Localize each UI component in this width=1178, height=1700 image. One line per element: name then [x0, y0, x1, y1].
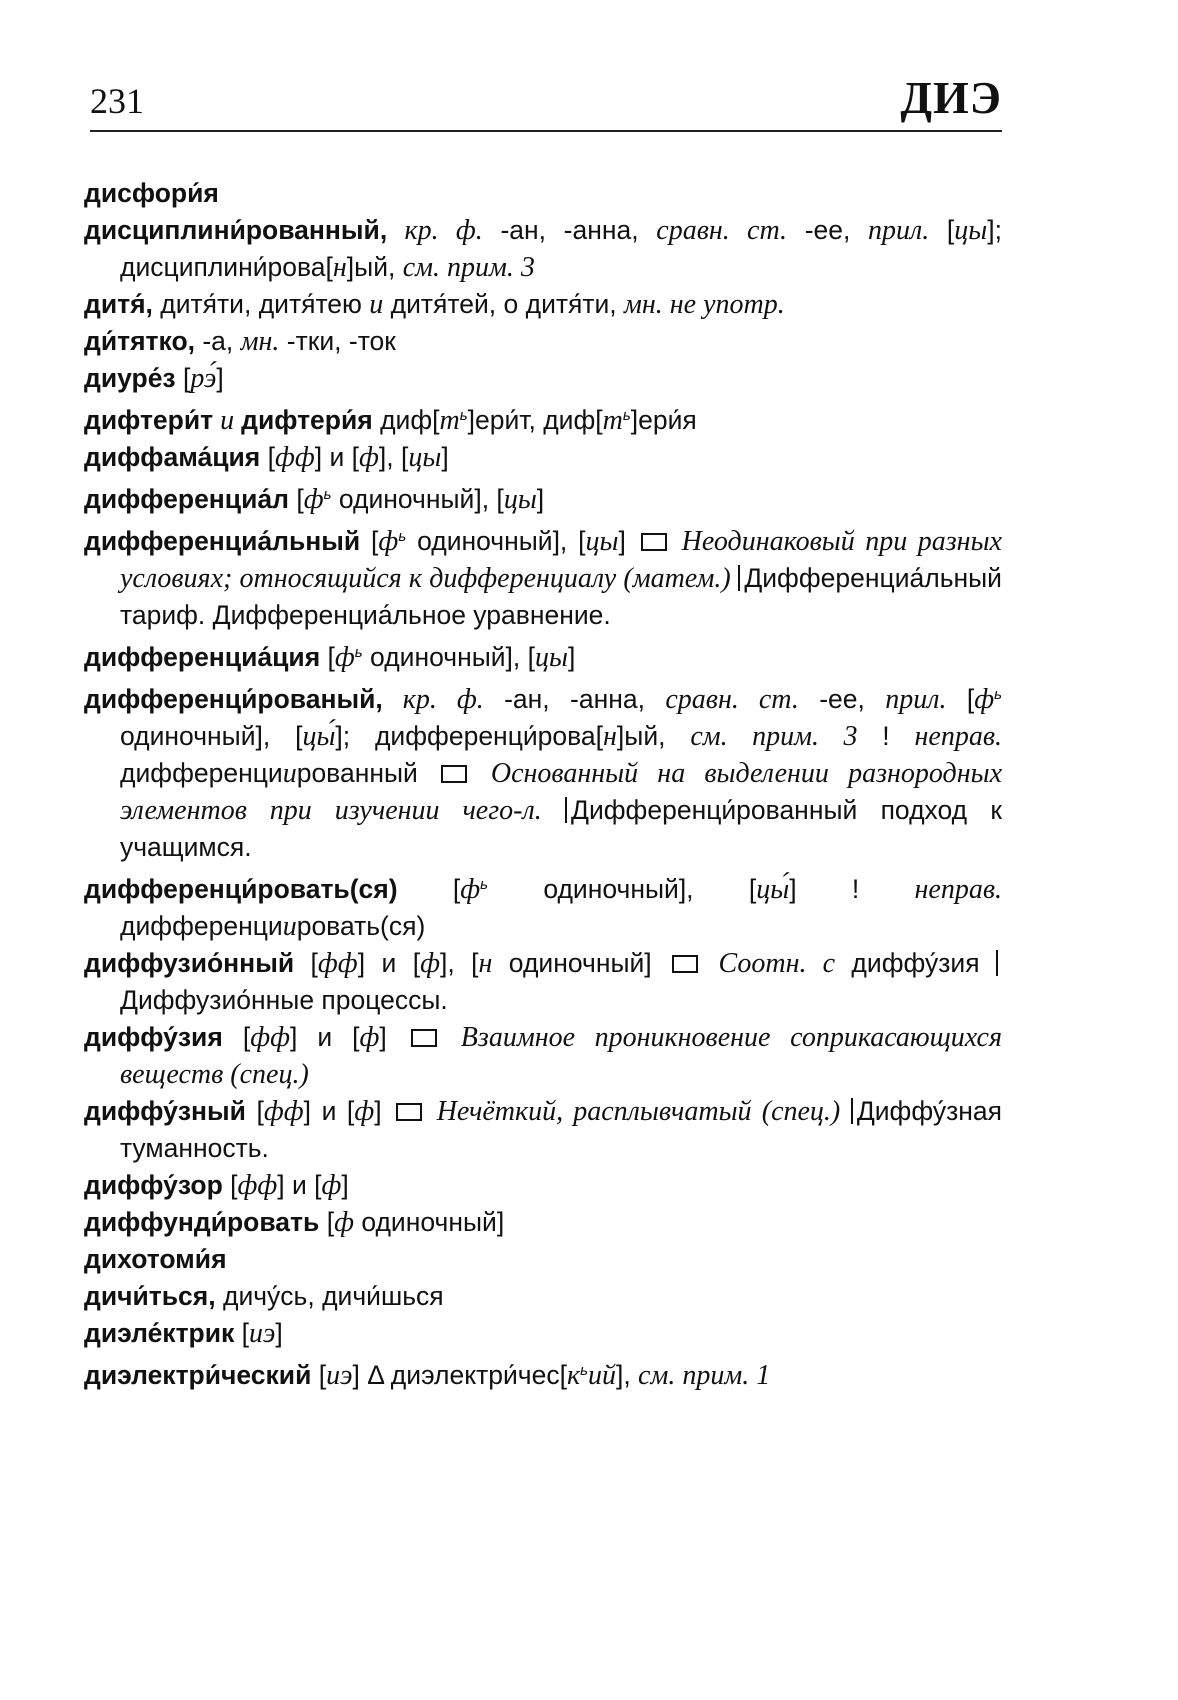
headword: диуре́з: [84, 363, 176, 393]
headword: дисциплини́рованный,: [84, 215, 388, 245]
dictionary-entry: диуре́з [рэ́]: [84, 363, 224, 394]
headword: дитя́,: [84, 289, 153, 319]
dictionary-entry: диффама́ция [фф] и [ф], [цы]: [84, 442, 449, 473]
headword: дичи́ться,: [84, 1281, 216, 1311]
example-bar-icon: [996, 950, 998, 976]
definition-box-icon: [641, 533, 667, 551]
dictionary-entry: дифференциа́ция [$ф^ь$ одиночный], [цы]: [84, 642, 576, 673]
dictionary-entry: [84, 175, 1002, 212]
headword: дифференциа́л: [84, 484, 289, 514]
page-header: [90, 72, 1002, 132]
dictionary-entry: диффу́зор [фф] и [ф]: [84, 1170, 349, 1201]
headword: дифференци́ровать(ся): [84, 874, 398, 904]
example-bar-icon: [738, 565, 740, 591]
headword: диэле́ктрик: [84, 1318, 235, 1348]
headword: диффу́зный: [84, 1096, 246, 1126]
usage-example: Диффузио́нные процессы.: [120, 985, 448, 1015]
dictionary-entry: диффузио́нный [фф] и [ф], [н одиночный] Соотн. с диффу́зия Диффузио́нные процессы.: [84, 945, 1002, 1019]
definition: Основанный на выделении разнородных элементов при изучении чего-л.: [120, 758, 1002, 826]
headword: диффу́зия: [84, 1022, 223, 1052]
dictionary-entry: дичи́ться, дичу́сь, дичи́шься: [84, 1281, 444, 1311]
headword: дисфори́я: [84, 178, 219, 208]
dictionary-entry: диффунди́ровать [ф одиночный]: [84, 1207, 505, 1238]
definition-box-icon: [411, 1029, 437, 1047]
headword: дифференциа́льный: [84, 526, 361, 556]
dictionary-entry: дитя́, дитя́ти, дитя́тею и дитя́тей, о дитя́ти, мн. не употр.: [84, 289, 785, 320]
dictionary-entry: ди́тятко, -а, мн. -тки, -ток: [84, 326, 396, 357]
dictionary-entry: [84, 1241, 1002, 1278]
page-number: 231: [90, 81, 144, 121]
definition-box-icon: [441, 765, 467, 783]
definition: Нечёткий, расплывчатый (спец.): [436, 1096, 841, 1127]
headword: дифтери́т: [84, 405, 214, 435]
example-bar-icon: [565, 797, 567, 823]
headword: диффунди́ровать: [84, 1207, 320, 1237]
headword: дифференци́рованый,: [84, 684, 383, 714]
dictionary-entry: дифференци́рованый, кр. ф. -ан, -анна, сравн. ст. -ее, прил. [$ф^ь$ одиночный], [цы́]; дифференци́рова[н]ый, см. прим. 3 ! неправ. дифференциированный Основанный на выделении разнородных элементов при изучении чего-л. Дифференци́рованный подход к учащимся.: [84, 684, 1003, 862]
usage-example: Диффу́зная туманность.: [120, 1096, 1002, 1163]
definition: Взаимное проникновение соприкасающихся веществ (спец.): [120, 1022, 1002, 1090]
headword: диэлектри́ческий: [84, 1360, 312, 1390]
dictionary-entry: дисциплини́рованный, кр. ф. -ан, -анна, сравн. ст. -ее, прил. [цы]; дисциплини́рова[н]ый, см. прим. 3: [84, 215, 1002, 283]
dictionary-entry: диффу́зный [фф] и [ф] Нечёткий, расплывчатый (спец.) Диффу́зная туманность.: [84, 1096, 1002, 1163]
dictionary-entry: дифференциа́л [$ф^ь$ одиночный], [цы]: [84, 484, 545, 515]
dictionary-entry: дифференци́ровать(ся) [$ф^ь$ одиночный], [цы́] ! неправ. дифференциировать(ся): [84, 874, 1002, 942]
dictionary-entry: дифтери́т и дифтери́я $диф[т^ь]ери́т$, $диф[т^ь]ери́я$: [84, 405, 697, 436]
headword: диффама́ция: [84, 442, 261, 472]
example-bar-icon: [851, 1098, 853, 1124]
usage-example: Дифференци́рованный подход к учащимся.: [120, 795, 1002, 862]
running-head: ДИЭ: [900, 72, 1002, 123]
definition-box-icon: [672, 955, 698, 973]
dictionary-entry: дифференциа́льный [$ф^ь$ одиночный], [цы] Неодинаковый при разных условиях; относящийся к дифференциалу (матем.) Дифференциа́льный тариф. Дифференциа́льное уравнение.: [84, 526, 1002, 630]
headword-variant: дифтери́я: [241, 405, 373, 435]
dictionary-entry: диэле́ктрик [иэ]: [84, 1318, 283, 1349]
dictionary-entries: [84, 175, 1002, 1394]
definition: Неодинаковый при разных условиях; относящийся к дифференциалу (матем.): [120, 526, 1002, 594]
dictionary-entry: диэлектри́ческий [иэ] Δ $диэлектри́чес[к^ьий]$, см. прим. 1: [84, 1360, 771, 1391]
headword: дифференциа́ция: [84, 642, 321, 672]
headword: диффу́зор: [84, 1170, 223, 1200]
headword: диффузио́нный: [84, 948, 295, 978]
dictionary-entry: диффу́зия [фф] и [ф] Взаимное проникновение соприкасающихся веществ (спец.): [84, 1022, 1002, 1090]
headword: дихотоми́я: [84, 1244, 227, 1274]
headword: ди́тятко,: [84, 326, 195, 356]
usage-example: Дифференциа́льный тариф. Дифференциа́льное уравнение.: [120, 563, 1002, 630]
definition-box-icon: [396, 1103, 422, 1121]
